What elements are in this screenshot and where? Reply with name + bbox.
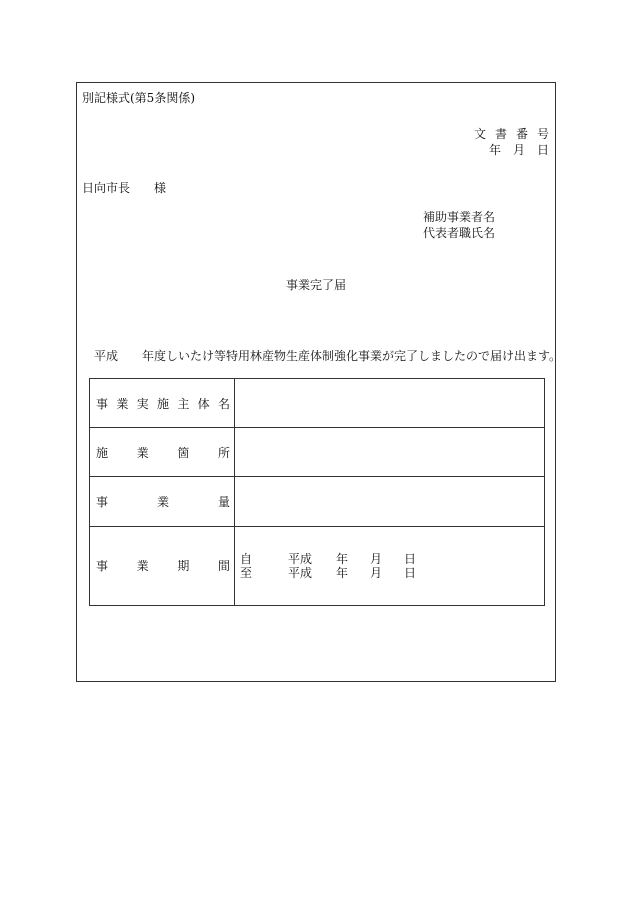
label-char: 業 (156, 495, 169, 510)
row-value-implementing-entity[interactable] (235, 379, 545, 428)
row-label-work-location (90, 428, 235, 477)
table-row (90, 477, 545, 526)
label-char: 量 (217, 495, 230, 510)
table-row (90, 428, 545, 477)
label-char: 体 (197, 396, 210, 411)
label-char: 事 (96, 396, 109, 411)
document-number-label: 文書番号 (473, 127, 558, 141)
document-title: 事業完了届 (285, 278, 346, 292)
row-label-project-volume (90, 477, 235, 526)
label-char: 業 (116, 396, 129, 411)
document-date-label: 年月日 (488, 143, 561, 157)
project-info-table (89, 378, 545, 606)
row-value-work-location[interactable] (235, 428, 545, 477)
row-label-project-period (90, 526, 235, 605)
label-char: 施 (156, 396, 169, 411)
row-label-implementing-entity (90, 379, 235, 428)
table-row (90, 526, 545, 605)
label-char: 施 (96, 445, 109, 460)
label-char: 箇 (177, 445, 190, 460)
label-char: 業 (136, 445, 149, 460)
label-char: 事 (96, 559, 109, 574)
label-char: 主 (177, 396, 190, 411)
label-char: 名 (217, 396, 230, 411)
row-value-project-volume[interactable] (235, 477, 545, 526)
form-type-label: 別記様式(第5条関係) (82, 91, 195, 105)
applicant-rep-label: 代表者職氏名 (423, 226, 496, 240)
completion-statement: 平成 年度しいたけ等特用林産物生産体制強化事業が完了しましたので届け出ます。 (94, 349, 562, 363)
applicant-org-label: 補助事業者名 (423, 210, 496, 224)
period-to-line: 至 平成 年 月 日 (240, 565, 417, 580)
label-char: 期 (177, 559, 190, 574)
document-frame (76, 82, 562, 682)
label-char: 業 (136, 559, 149, 574)
label-char: 事 (96, 495, 109, 510)
label-char: 所 (217, 445, 230, 460)
label-char: 間 (217, 559, 230, 574)
period-from-line: 自 平成 年 月 日 (240, 551, 417, 566)
row-value-project-period[interactable] (235, 526, 545, 605)
table-row (90, 379, 545, 428)
label-char: 実 (136, 396, 149, 411)
addressee: 日向市長 様 (82, 181, 167, 195)
